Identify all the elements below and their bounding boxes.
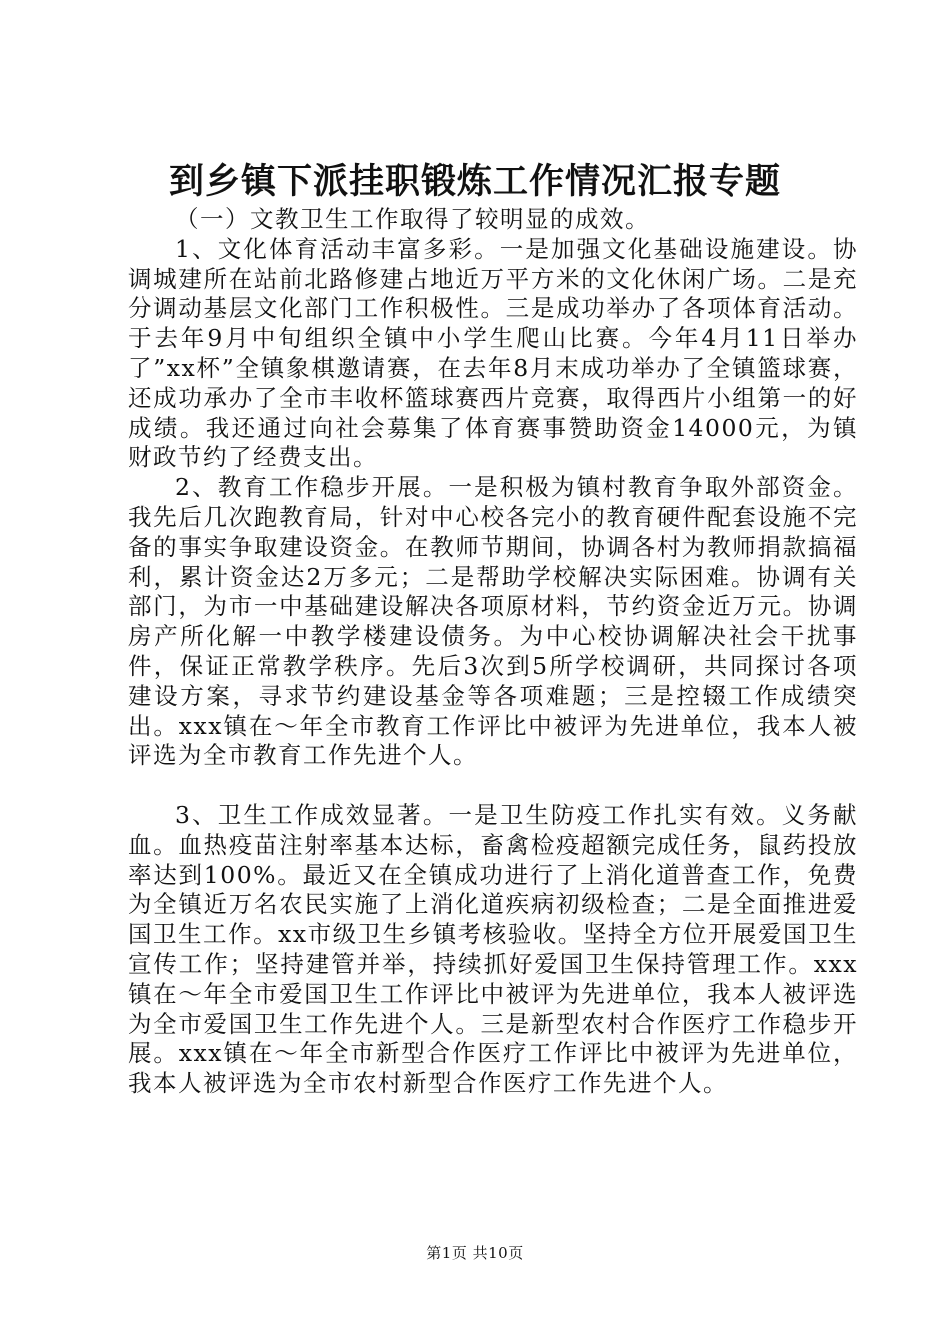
document-body [128,205,858,1099]
page-footer: 第1页 共10页 [426,1244,524,1262]
section-heading: （一）文教卫生工作取得了较明显的成效。 [175,205,650,233]
paragraph-culture-sports: 1、文化体育活动丰富多彩。一是加强文化基础设施建设。协调城建所在站前北路修建占地近万平方米的文化休闲广场。二是充分调动基层文化部门工作积极性。三是成功举办了各项体育活动。于去年9月中旬组织全镇中小学生爬山比赛。今年4月11日举办了”xx杯”全镇象棋邀请赛，在去年8月末成功举办了全镇篮球赛，还成功承办了全市丰收杯篮球赛西片竞赛，取得西片小组第一的好成绩。我还通过向社会募集了体育赛事赞助资金14000元，为镇财政节约了经费支出。 [128,234,858,472]
paragraph-health: 3、卫生工作成效显著。一是卫生防疫工作扎实有效。义务献血。血热疫苗注射率基本达标，畜禽检疫超额完成任务，鼠药投放率达到100%。最近又在全镇成功进行了上消化道普查工作，免费为全镇近万名农民实施了上消化道疾病初级检查；二是全面推进爱国卫生工作。xx市级卫生乡镇考核验收。坚持全方位开展爱国卫生宣传工作；坚持建管并举，持续抓好爱国卫生保持管理工作。xxx镇在～年全市爱国卫生工作评比中被评为先进单位，我本人被评选为全市爱国卫生工作先进个人。三是新型农村合作医疗工作稳步开展。xxx镇在～年全市新型合作医疗工作评比中被评为先进单位，我本人被评选为全市农村新型合作医疗工作先进个人。 [128,800,858,1098]
document-title: 到乡镇下派挂职锻炼工作情况汇报专题 [168,161,781,202]
paragraph-education: 2、教育工作稳步开展。一是积极为镇村教育争取外部资金。我先后几次跑教育局，针对中心校各完小的教育硬件配套设施不完备的事实争取建设资金。在教师节期间，协调各村为教师捐款搞福利，累计资金达2万多元；二是帮助学校解决实际困难。协调有关部门，为市一中基础建设解决各项原材料，节约资金近万元。协调房产所化解一中教学楼建设债务。为中心校协调解决社会干扰事件，保证正常教学秩序。先后3次到5所学校调研，共同探讨各项建设方案，寻求节约建设基金等各项难题；三是控辍工作成绩突出。xxx镇在～年全市教育工作评比中被评为先进单位，我本人被评选为全市教育工作先进个人。 [128,473,858,770]
